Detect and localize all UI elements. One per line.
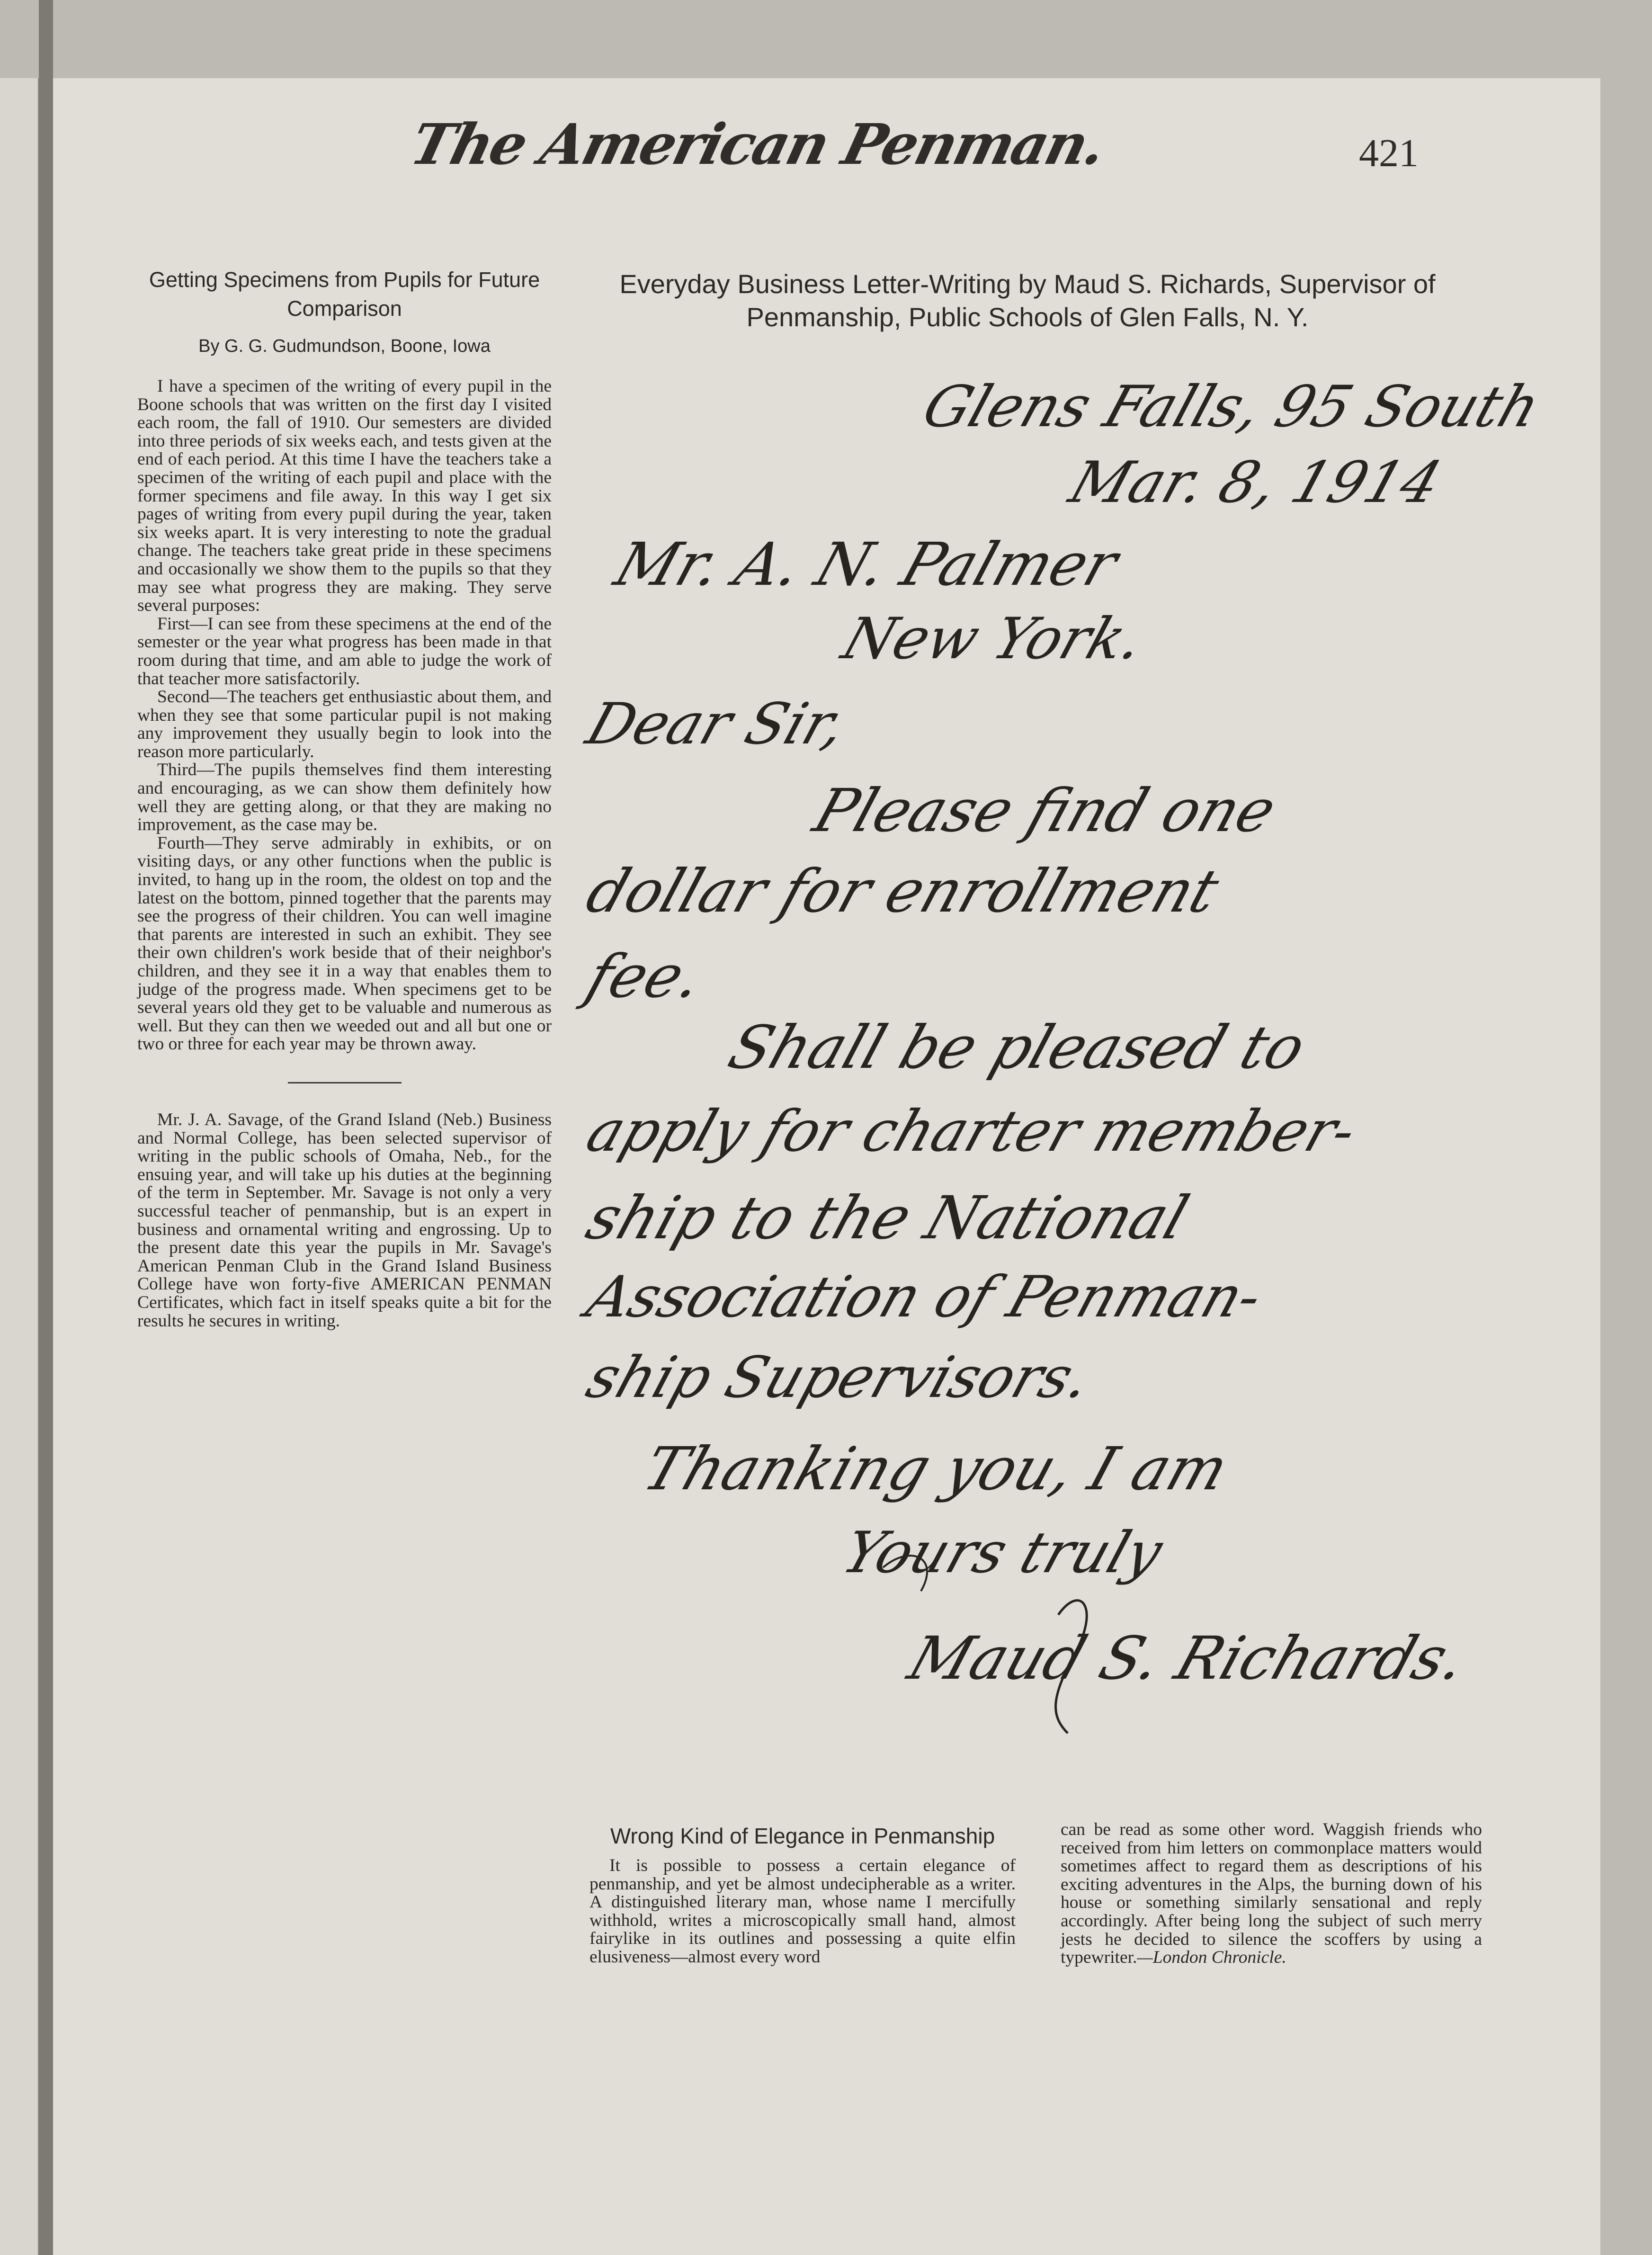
- article-paragraph: Third—The pupils themselves find them interesting and encouraging, as we can show them definitely how well they are getting along, or that they are making no improvement, as the case may be.: [137, 760, 552, 835]
- article-paragraph: Fourth—They serve admirably in exhibits, or on visiting days, or any other functions when the public is invited, to hang up in the room, the oldest on top and the latest on the bottom, pinned together that the parents may see the progress of their children. You can well imagine that parents are interested in such an exhibit. They see their own children's work beside that of their neighbor's children, and they see it in a way that enables them to judge of the progress made. When specimens get to be several years old they get to be valuable and numerous as well. But they can then we weeded out and all but one or two or three for each year may be thrown away.: [137, 833, 552, 1054]
- elegance-paragraph-text: can be read as some other word. Waggish friends who received from him letters on commonplace matters would sometimes affect to regard them as descriptions of his exciting adventures in the Alps, the burning down of his house or something similarly sensational and reply accordingly. After being long the subject of such merry jests he decided to silence the scoffers by using a typewriter.: [1061, 1820, 1482, 1968]
- elegance-article: [589, 1821, 1016, 1967]
- elegance-heading: Wrong Kind of Elegance in Penmanship: [610, 1824, 995, 1848]
- letter-line-body: ship to the National: [578, 1184, 1197, 1253]
- left-column: [137, 265, 552, 1330]
- letter-line-body: apply for charter member-: [579, 1099, 1365, 1164]
- article-heading: Getting Specimens from Pupils for Future Comparison: [149, 268, 540, 321]
- letter-line-recipient: Mr. A. N. Palmer: [607, 530, 1126, 599]
- section-divider: [288, 1082, 402, 1083]
- savage-note: [137, 1111, 552, 1330]
- letter-line-salutation: Dear Sir,: [579, 691, 855, 757]
- article-body: [137, 377, 552, 1054]
- letter-line-body: Please find one: [805, 777, 1285, 845]
- elegance-source: —London Chronicle.: [1137, 1948, 1286, 1968]
- letter-line-city: New York.: [834, 606, 1152, 672]
- article-byline: By G. G. Gudmundson, Boone, Iowa: [198, 336, 491, 356]
- letter-line-body: fee.: [578, 942, 712, 1011]
- masthead-title: The American Penman.: [404, 111, 1111, 177]
- previous-page-edge: [0, 78, 39, 2255]
- article-paragraph: Second—The teachers get enthusiastic about them, and when they see that some particular pupil is not making any improvement they usually begin to look into the reason more particularly.: [137, 687, 552, 761]
- letter-line-date: Mar. 8, 1914: [1062, 450, 1449, 516]
- letter-line-closing: Thanking you, I am: [635, 1435, 1237, 1503]
- page-number: 421: [1359, 131, 1419, 175]
- elegance-paragraph: It is possible to possess a certain elegance of penmanship, and yet be almost undecipherable as a writer. A distinguished literary man, whose name I mercifully withhold, writes a microscopically small hand, almost fairylike in its outlines and possessing a quite elfin elusiveness—almost every word: [589, 1856, 1016, 1967]
- letter-article-heading: Everyday Business Letter-Writing by Maud S. Richards, Supervisor of Penmanship, Public Schools of Glen Falls, N. Y.: [619, 269, 1436, 332]
- letter-line-body: Association of Penman-: [579, 1264, 1270, 1330]
- handwritten-letter: [580, 331, 1574, 1799]
- letter-line-body: dollar for enrollment: [578, 857, 1227, 926]
- elegance-paragraph-continued: [1061, 1821, 1482, 1967]
- letter-line-address: Glens Falls, 95 South: [915, 374, 1548, 440]
- signature-flourish: [580, 331, 1574, 1799]
- article-paragraph: First—I can see from these specimens at the end of the semester or the year what progress has been made in that room during that time, and am able to judge the work of that teacher more satisfactorily.: [137, 614, 552, 689]
- letter-signature: Maud S. Richards.: [900, 1624, 1475, 1693]
- book-gutter: [39, 0, 53, 2255]
- note-paragraph: Mr. J. A. Savage, of the Grand Island (Neb.) Business and Normal College, has been selected supervisor of writing in the public schools of Omaha, Neb., for the ensuing year, and will take up his duties at the beginning of the term in September. Mr. Savage is not only a very successful teacher of penmanship, but is an expert in business and ornamental writing and engrossing. Up to the present date this year the pupils in Mr. Savage's American Penman Club in the Grand Island Business College have won forty-five AMERICAN PENMAN Certificates, which fact in itself speaks quite a bit for the results he secures in writing.: [137, 1110, 552, 1331]
- letter-line-body: ship Supervisors.: [579, 1345, 1099, 1411]
- article-paragraph: I have a specimen of the writing of every pupil in the Boone schools that was written on the first day I visited each room, the fall of 1910. Our semesters are divided into three periods of six weeks each, and tests given at the end of each period. At this time I have the teachers take a specimen of the writing of each pupil and place with the former specimens and file away. In this way I get six pages of writing from every pupil during the year, taken six weeks apart. It is very interesting to note the gradual change. The teachers take great pride in these specimens and occasionally we show them to the pupils so that they may see what progress they are making. They serve several purposes:: [137, 376, 552, 616]
- letter-line-valediction: Yours truly: [834, 1520, 1171, 1586]
- elegance-article-continued: [1061, 1821, 1482, 1967]
- letter-line-body: Shall be pleased to: [720, 1013, 1314, 1082]
